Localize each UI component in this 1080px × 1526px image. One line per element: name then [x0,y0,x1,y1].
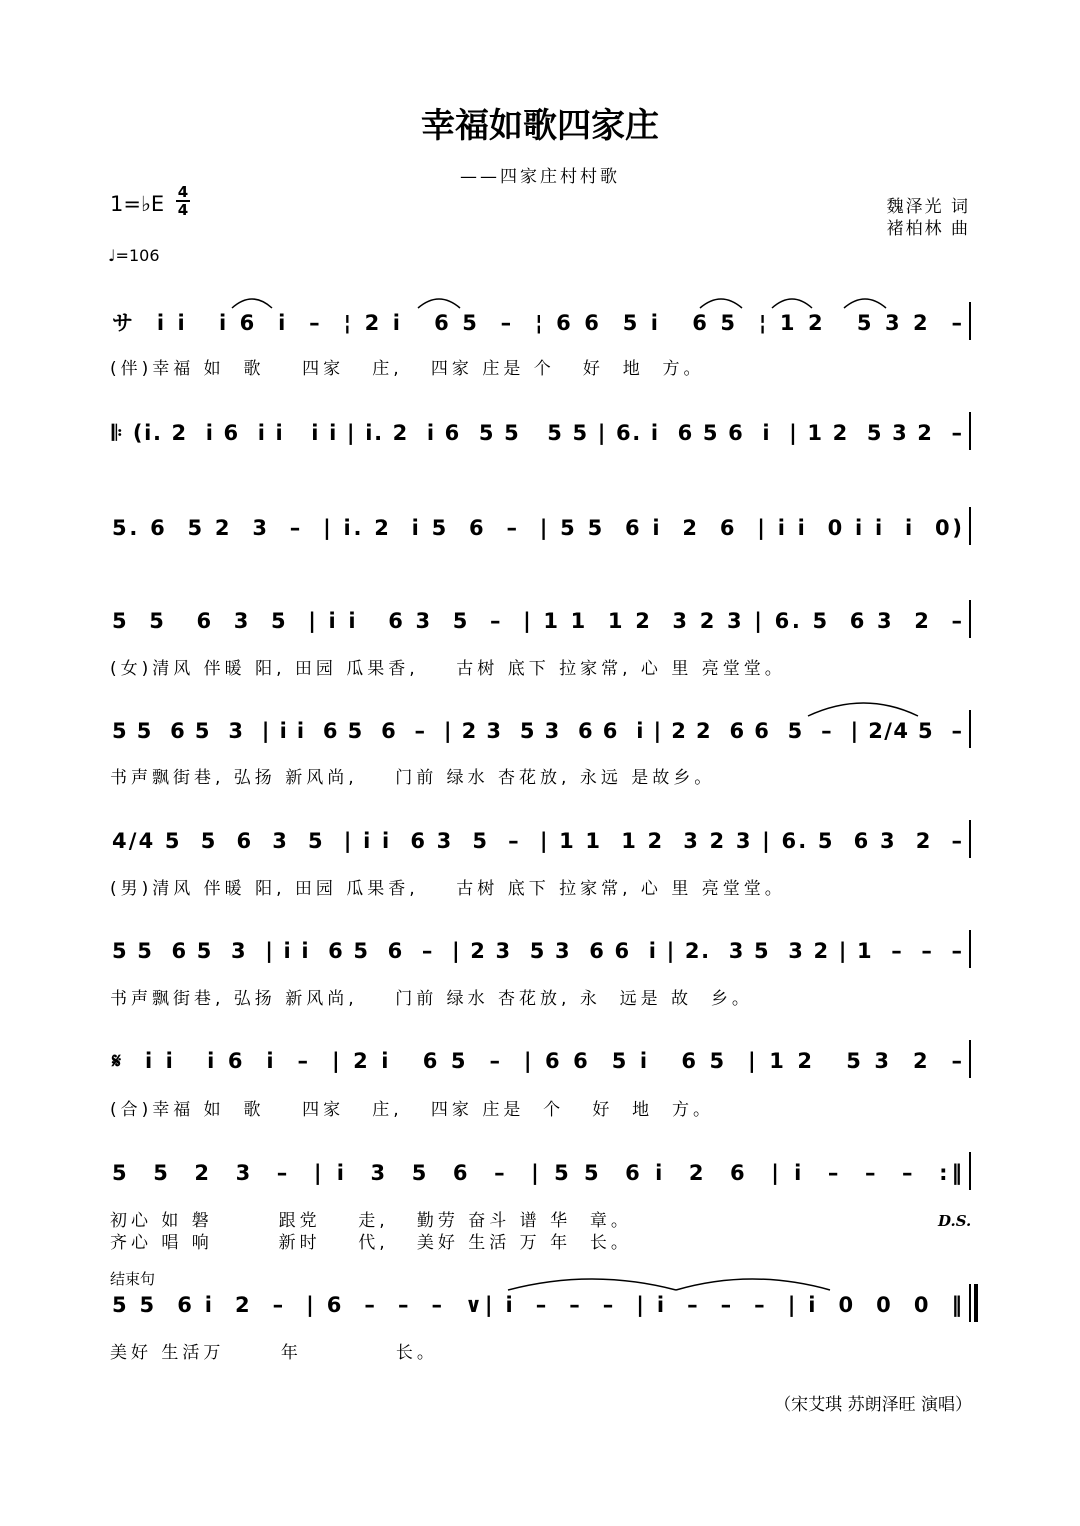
notation-line-1: サ i i i 6 i – ¦ 2 i 6 5 – ¦ 6 6 5 i 6 5 ¦ 1 2 5 3 2 – [112,311,962,335]
lyric-line-5-1: 书声飘街巷, 弘扬 新风尚, 门前 绿水 杏花放, 永远 是故乡。 [110,768,716,788]
tie-mark [508,1279,676,1290]
ending-label: 结束句 [110,1270,156,1288]
notation-line-2: 𝄆 (i. 2 i 6 i i i i | i. 2 i 6 5 5 5 5 | 6. i 6 5 6 i | 1 2 5 3 2 – [112,421,963,445]
notation-line-10: 5 5 6 i 2 – | 6 – – – ∨| i – – – | i – – – | i 0 0 0 ‖ [112,1293,963,1317]
slur-mark [700,299,742,308]
slur-mark [808,703,918,716]
page-subtitle: ——四家庄村村歌 [460,167,620,187]
time-signature-top: 4 [177,183,189,201]
ds-mark: D.S. [938,1212,972,1230]
slur-mark [772,299,812,308]
slur-mark [232,299,272,308]
lyric-line-8-1: (合)幸福 如 歌 四家 庄, 四家 庄是 个 好 地 方。 [110,1100,714,1120]
lyric-line-6-1: (男)清风 伴暖 阳, 田园 瓜果香, 古树 底下 拉家常, 心 里 亮堂堂。 [110,879,786,899]
lyric-line-9-1: 初心 如 磐 跟党 走, 勤劳 奋斗 谱 华 章。 [110,1211,632,1231]
time-signature-bottom: 4 [177,201,189,219]
lyric-line-10-1: 美好 生活万 年 长。 [110,1343,438,1363]
tempo-marking: ♩=106 [108,246,160,265]
lyric-line-7-1: 书声飘街巷, 弘扬 新风尚, 门前 绿水 杏花放, 永 远是 故 乡。 [110,989,753,1009]
tie-mark [676,1279,830,1290]
lyric-line-4-1: (女)清风 伴暖 阳, 田园 瓜果香, 古树 底下 拉家常, 心 里 亮堂堂。 [110,659,786,679]
lyricist: 魏泽光 词 [886,197,970,217]
notation-line-7: 5 5 6 5 3 | i i 6 5 6 – | 2 3 5 3 6 6 i | 2. 3 5 3 2 | 1 – – – [112,939,962,963]
notation-line-5: 5 5 6 5 3 | i i 6 5 6 – | 2 3 5 3 6 6 i | 2 2 6 6 5 – | 2/4 5 – [112,719,962,743]
slur-mark [844,299,886,308]
lyric-line-9-2: 齐心 唱 响 新时 代, 美好 生活 万 年 长。 [110,1233,632,1253]
lyric-line-1-1: (伴)幸福 如 歌 四家 庄, 四家 庄是 个 好 地 方。 [110,359,705,379]
slur-mark [418,299,460,308]
notation-line-6: 4/4 5 5 6 3 5 | i i 6 3 5 – | 1 1 1 2 3 2 3 | 6. 5 6 3 2 – [112,829,962,853]
notation-line-8: 𝄋 i i i 6 i – | 2 i 6 5 – | 6 6 5 i 6 5 | 1 2 5 3 2 – [112,1049,963,1073]
notation-line-4: 5 5 6 3 5 | i i 6 3 5 – | 1 1 1 2 3 2 3 | 6. 5 6 3 2 – [112,609,962,633]
composer: 褚柏林 曲 [886,219,970,239]
notation-line-3: 5. 6 5 2 3 – | i. 2 i 5 6 – | 5 5 6 i 2 6 | i i 0 i i i 0) [112,516,963,540]
page-title: 幸福如歌四家庄 [421,106,659,146]
performers-credit: （宋艾琪 苏朗泽旺 演唱） [774,1395,972,1415]
key-signature: 1=♭E [110,192,165,216]
notation-line-9: 5 5 2 3 – | i 3 5 6 – | 5 5 6 i 2 6 | i – – – :‖ [112,1161,962,1185]
